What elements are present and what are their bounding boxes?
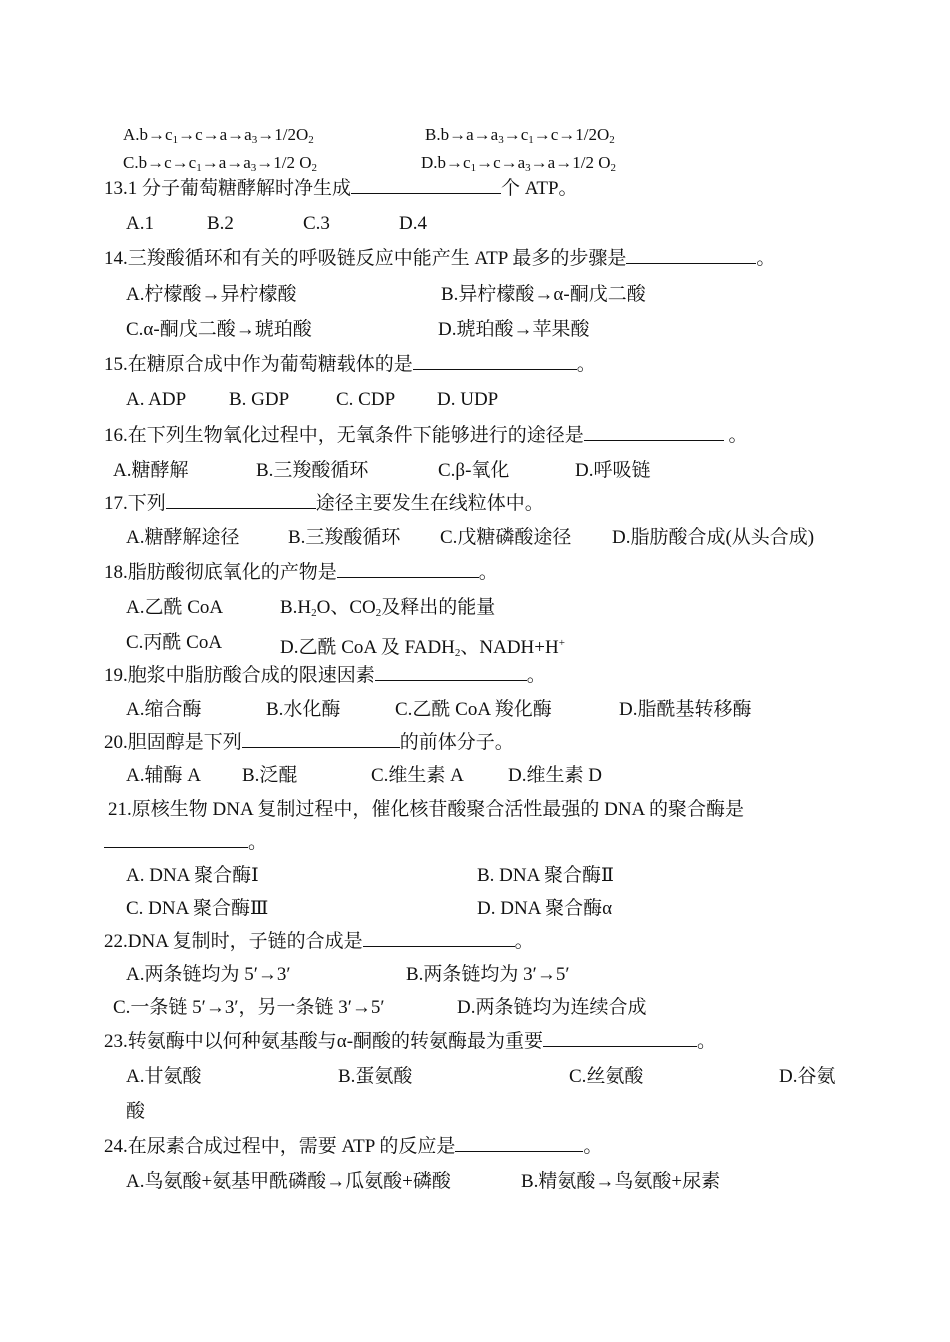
q20-option-d: D.维生素 D: [508, 765, 602, 786]
q20-option-b: B.泛醌: [242, 765, 298, 786]
answer-blank[interactable]: [375, 663, 527, 681]
q13-option-b: B.2: [207, 213, 234, 234]
q12-option-b: $B.b\to a\to a_3\to c_1\to c\to 1/2O_2$: [425, 125, 615, 146]
answer-blank[interactable]: [242, 730, 400, 748]
q24-option-a: A.鸟氨酸+氨基甲酰磷酸→瓜氨酸+磷酸: [126, 1171, 451, 1192]
q16-option-d: D.呼吸链: [575, 460, 651, 481]
q24-stem: 24.在尿素合成过程中，需要 ATP 的反应是 。: [104, 1136, 603, 1157]
q16-option-b: B.三羧酸循环: [256, 460, 369, 481]
answer-blank[interactable]: [413, 352, 577, 370]
q14-option-c: C.α-酮戊二酸→琥珀酸: [126, 319, 312, 340]
answer-blank[interactable]: [337, 560, 479, 578]
q22-option-a: A.两条链均为 5′→3′: [126, 964, 291, 985]
q21-option-d: D. DNA 聚合酶α: [477, 898, 613, 919]
q22-option-d: D.两条链均为连续合成: [457, 997, 647, 1018]
q18-option-b: $B.H_2O$、$CO_2$及释出的能量: [280, 597, 496, 619]
q18-option-c: C.丙酰 CoA: [126, 632, 223, 653]
q22-stem: 22.DNA 复制时，子链的合成是 。: [104, 931, 534, 952]
q19-option-a: A.缩合酶: [126, 699, 202, 720]
q16-option-c: C.β-氧化: [438, 460, 510, 481]
answer-blank[interactable]: [455, 1134, 583, 1152]
q21-option-c: C. DNA 聚合酶Ⅲ: [126, 898, 269, 919]
q17-option-c: C.戊糖磷酸途径: [440, 527, 572, 548]
q16-option-a: A.糖酵解: [113, 460, 189, 481]
q21-option-a: A. DNA 聚合酶Ⅰ: [126, 865, 259, 886]
q19-option-b: B.水化酶: [266, 699, 341, 720]
answer-blank[interactable]: [104, 830, 248, 848]
q23-option-d-cont: 酸: [126, 1101, 146, 1122]
q14-option-b: B.异柠檬酸→α-酮戊二酸: [441, 284, 646, 305]
q21-stem: 21.原核生物 DNA 复制过程中，催化核苷酸聚合活性最强的 DNA 的聚合酶是: [108, 799, 744, 820]
q13-option-a: A.1: [126, 213, 154, 234]
answer-blank[interactable]: [584, 423, 724, 441]
q19-option-c: C.乙酰 CoA 羧化酶: [395, 699, 552, 720]
q19-option-d: D.脂酰基转移酶: [619, 699, 752, 720]
q15-option-b: B. GDP: [229, 389, 290, 410]
q21-option-b: B. DNA 聚合酶Ⅱ: [477, 865, 614, 886]
q18-option-d: D.乙酰 CoA 及 $FADH_2$、NADH+H+: [280, 637, 565, 659]
q15-option-c: C. CDP: [336, 389, 396, 410]
q23-option-d: D.谷氨: [779, 1066, 836, 1087]
q23-option-a: A.甘氨酸: [126, 1066, 202, 1087]
q20-option-c: C.维生素 A: [371, 765, 464, 786]
q15-option-d: D. UDP: [437, 389, 499, 410]
q13-option-d: D.4: [399, 213, 427, 234]
q13-stem: 13.1 分子葡萄糖酵解时净生成 个 ATP。: [104, 178, 578, 199]
q17-option-a: A.糖酵解途径: [126, 527, 240, 548]
q21-stem-cont: 。: [104, 830, 267, 856]
q20-option-a: A.辅酶 A: [126, 765, 201, 786]
answer-blank[interactable]: [543, 1029, 697, 1047]
q17-option-b: B.三羧酸循环: [288, 527, 401, 548]
q12-option-d: $D.b\to c_1\to c\to a_3\to a\to 1/2$ $O_2$: [421, 153, 616, 174]
q14-stem: 14.三羧酸循环和有关的呼吸链反应中能产生 ATP 最多的步骤是 。: [104, 248, 776, 269]
q22-option-c: C.一条链 5′→3′，另一条链 3′→5′: [113, 997, 385, 1018]
q23-stem: 23.转氨酶中以何种氨基酸与α-酮酸的转氨酶最为重要 。: [104, 1031, 717, 1052]
q23-option-b: B.蛋氨酸: [338, 1066, 413, 1087]
answer-blank[interactable]: [363, 929, 515, 947]
q17-stem: 17.下列 途径主要发生在线粒体中。: [104, 493, 544, 514]
q24-option-b: B.精氨酸→鸟氨酸+尿素: [521, 1171, 721, 1192]
q12-option-a: $A.b\to c_1\to c\to a\to a_3\to 1/2O_2$: [123, 125, 314, 146]
q14-option-a: A.柠檬酸→异柠檬酸: [126, 284, 297, 305]
q17-option-d: D.脂肪酸合成(从头合成): [612, 527, 815, 548]
q23-option-c: C.丝氨酸: [569, 1066, 644, 1087]
answer-blank[interactable]: [626, 246, 756, 264]
q12-option-c: $C.b\to c\to c_1\to a\to a_3\to 1/2$ $O_2$: [123, 153, 318, 174]
q18-stem: 18.脂肪酸彻底氧化的产物是 。: [104, 562, 498, 583]
q22-option-b: B.两条链均为 3′→5′: [406, 964, 570, 985]
q13-option-c: C.3: [303, 213, 330, 234]
q18-option-a: A.乙酰 CoA: [126, 597, 224, 618]
q20-stem: 20.胆固醇是下列 的前体分子。: [104, 732, 514, 753]
answer-blank[interactable]: [351, 176, 501, 194]
q15-option-a: A. ADP: [126, 389, 187, 410]
q19-stem: 19.胞浆中脂肪酸合成的限速因素 。: [104, 665, 546, 686]
q15-stem: 15.在糖原合成中作为葡萄糖载体的是 。: [104, 354, 596, 375]
answer-blank[interactable]: [166, 491, 316, 509]
q14-option-d: D.琥珀酸→苹果酸: [438, 319, 590, 340]
q16-stem: 16.在下列生物氧化过程中，无氧条件下能够进行的途径是 。: [104, 425, 748, 446]
